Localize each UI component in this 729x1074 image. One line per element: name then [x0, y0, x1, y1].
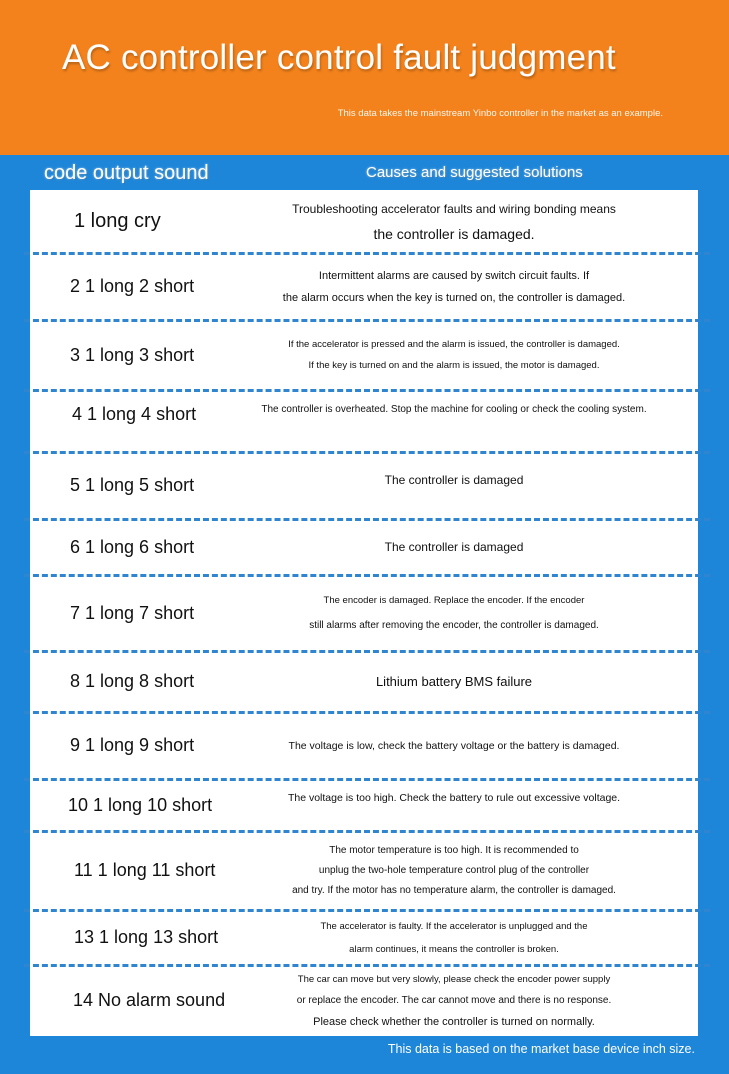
code-cell: 13 1 long 13 short — [74, 927, 219, 947]
code-cell: 4 1 long 4 short — [72, 404, 197, 424]
code-cell: 11 1 long 11 short — [74, 860, 216, 880]
table-row — [30, 390, 698, 452]
cause-line: The voltage is too high. Check the battery to rule out excessive voltage. — [287, 792, 621, 804]
table-row — [30, 831, 698, 910]
footer-note: This data is based on the market base device inch size. — [387, 1042, 695, 1056]
cause-cell — [240, 339, 698, 371]
cause-cell — [240, 845, 698, 896]
page-subtitle: This data takes the mainstream Yinbo controller in the market as an example. — [337, 108, 663, 119]
cause-line: The motor temperature is too high. It is recommended to — [329, 845, 579, 856]
cause-line: If the accelerator is pressed and the alarm is issued, the controller is damaged. — [288, 339, 620, 350]
code-cell: 10 1 long 10 short — [68, 794, 213, 815]
cause-cell — [240, 595, 698, 631]
cause-cell — [240, 674, 698, 689]
cause-line: The encoder is damaged. Replace the encoder. If the encoder — [323, 595, 585, 606]
cause-line: the alarm occurs when the key is turned on, the controller is damaged. — [282, 291, 626, 304]
cause-cell — [240, 792, 698, 804]
cause-cell — [240, 473, 698, 487]
table-row — [30, 575, 698, 651]
code-cell: 2 1 long 2 short — [70, 276, 195, 296]
code-cell: 3 1 long 3 short — [70, 344, 195, 365]
table-row — [30, 965, 698, 1036]
fault-table — [30, 190, 698, 1036]
table-row — [30, 519, 698, 575]
cause-line: and try. If the motor has no temperature alarm, the controller is damaged. — [292, 885, 616, 896]
code-cell: 6 1 long 6 short — [70, 536, 195, 557]
cause-line: If the key is turned on and the alarm is issued, the motor is damaged. — [308, 360, 600, 371]
table-row — [30, 452, 698, 519]
cause-line: the controller is damaged. — [373, 225, 535, 242]
code-cell: 1 long cry — [74, 210, 161, 232]
code-cell: 8 1 long 8 short — [70, 671, 195, 691]
cause-line: The car can move but very slowly, please check the encoder power supply — [297, 973, 611, 985]
cause-line: unplug the two-hole temperature control plug of the controller — [318, 865, 590, 876]
column-header-code: code output sound — [44, 162, 209, 184]
code-cell: 7 1 long 7 short — [70, 602, 195, 623]
cause-cell — [240, 921, 698, 955]
code-cell: 14 No alarm sound — [73, 990, 226, 1010]
cause-line: The controller is overheated. Stop the machine for cooling or check the cooling system. — [261, 404, 647, 415]
page-title: AC controller control fault judgment — [62, 38, 616, 77]
cause-line: Troubleshooting accelerator faults and wiring bonding means — [292, 201, 616, 216]
cause-line: The accelerator is faulty. If the accelerator is unplugged and the — [320, 920, 588, 932]
table-row — [30, 651, 698, 712]
cause-line: Intermittent alarms are caused by switch circuit faults. If — [318, 269, 590, 282]
cause-cell — [240, 270, 698, 304]
header-banner — [0, 0, 729, 155]
table-row — [30, 779, 698, 831]
cause-cell — [240, 404, 698, 415]
cause-line: alarm continues, it means the controller is broken. — [349, 943, 559, 955]
table-row — [30, 320, 698, 390]
cause-line: Lithium battery BMS failure — [375, 674, 533, 689]
table-row — [30, 712, 698, 779]
cause-cell — [240, 740, 698, 752]
cause-line: The controller is damaged — [384, 472, 524, 487]
cause-line: The voltage is low, check the battery voltage or the battery is damaged. — [288, 739, 620, 752]
table-row — [30, 910, 698, 965]
code-cell: 9 1 long 9 short — [70, 735, 195, 755]
column-header-causes: Causes and suggested solutions — [366, 164, 583, 181]
table-row — [30, 190, 698, 253]
cause-cell — [240, 974, 698, 1028]
cause-line: Please check whether the controller is turned on normally. — [313, 1015, 595, 1028]
cause-line: or replace the encoder. The car cannot move and there is no response. — [296, 994, 612, 1006]
cause-line: The controller is damaged — [384, 540, 524, 554]
cause-cell — [240, 540, 698, 554]
cause-line: still alarms after removing the encoder, the controller is damaged. — [309, 620, 599, 631]
table-row — [30, 253, 698, 320]
cause-cell — [240, 202, 698, 242]
code-cell: 5 1 long 5 short — [70, 475, 195, 495]
